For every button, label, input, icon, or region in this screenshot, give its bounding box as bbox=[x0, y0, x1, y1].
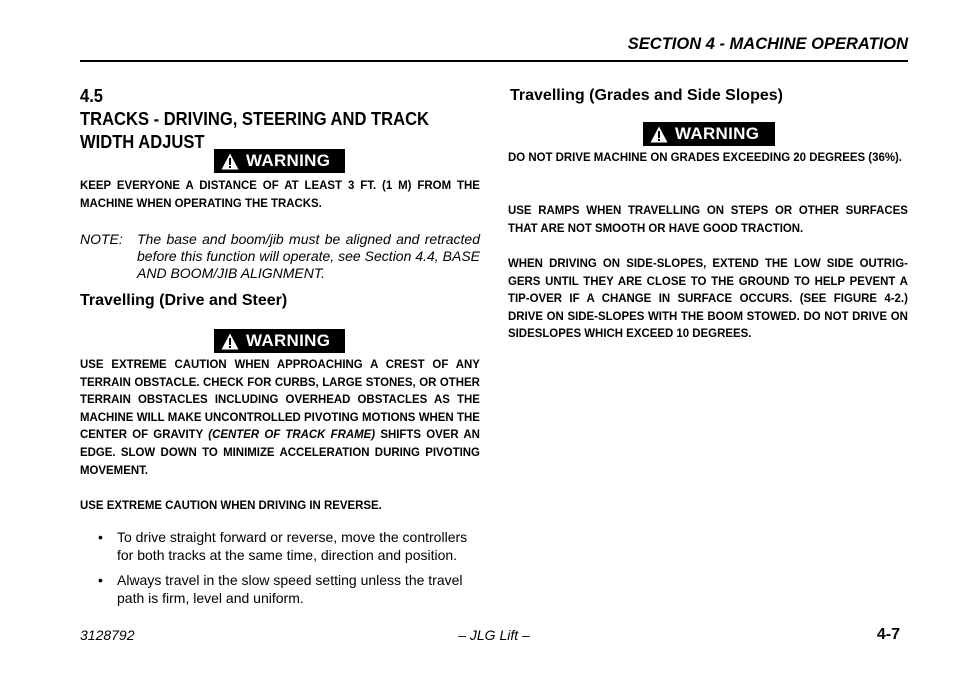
warning-label: WARNING bbox=[246, 151, 331, 170]
bullet-list bbox=[80, 528, 480, 614]
section-heading-number: 4.5 bbox=[80, 86, 104, 106]
ramps-warning-text: USE RAMPS WHEN TRAVELLING ON STEPS OR OTHER SURFACES THAT ARE NOT SMOOTH OR HAVE GOOD TRACTION. bbox=[508, 203, 908, 235]
warning-banner-2 bbox=[214, 329, 345, 353]
page-number: 4-7 bbox=[876, 626, 900, 643]
list-item bbox=[80, 571, 480, 607]
warning-text-1: KEEP EVERYONE A DISTANCE OF AT LEAST 3 FT. (1 M) FROM THE MACHINE WHEN OPERATING THE TRACKS. bbox=[80, 178, 480, 210]
doc-number: 3128792 bbox=[80, 627, 135, 643]
warning-label: WARNING bbox=[675, 124, 760, 143]
note-block bbox=[80, 231, 480, 283]
warning-icon bbox=[650, 126, 668, 143]
section-header: SECTION 4 - MACHINE OPERATION bbox=[627, 35, 908, 53]
list-item-text: Always travel in the slow speed setting unless the travel path is firm, level and uniform. bbox=[117, 572, 463, 606]
warning-text-2a: USE EXTREME CAUTION WHEN APPROACHING A CREST OF ANY TERRAIN OBSTACLE. CHECK FOR CURBS, LARGE STONES, OR OTHER TERRAIN OBSTACLES INCLUDING OVERHEAD OBSTACLES AS THE MACHINE WILL MAKE UNCONTROLLED PIVOTING MOTIONS WHEN THE CENTER OF GRAVITY bbox=[80, 357, 480, 442]
warning-icon bbox=[221, 333, 239, 350]
section-heading bbox=[80, 85, 457, 154]
footer-center: – JLG Lift – bbox=[458, 627, 530, 643]
warning-banner-3 bbox=[643, 122, 775, 146]
warning-label: WARNING bbox=[246, 331, 331, 350]
section-heading-text: TRACKS - DRIVING, STEERING AND TRACK WIDTH ADJUST bbox=[80, 109, 429, 152]
bullet-dot: • bbox=[98, 529, 103, 545]
header-rule bbox=[80, 60, 908, 62]
subheading-drive-steer: Travelling (Drive and Steer) bbox=[80, 292, 288, 309]
list-item-text: To drive straight forward or reverse, move the controllers for both tracks at the same time, direction and position. bbox=[117, 529, 468, 563]
side-slopes-warning-text: WHEN DRIVING ON SIDE-SLOPES, EXTEND THE LOW SIDE OUTRIG- GERS UNTIL THEY ARE CLOSE TO THE GROUND TO HELP PEVENT A TIP-OVER IF A CHANGE IN SURFACE OCCURS. (SEE FIGURE 4-2.) DRIVE ON SIDE-SLOPES WITH THE BOOM STOWED. DO NOT DRIVE ON SIDESLOPES WHICH EXCEED 10 DEGREES. bbox=[508, 256, 908, 341]
subheading-grades-slopes: Travelling (Grades and Side Slopes) bbox=[510, 87, 783, 104]
warning-text-reverse: USE EXTREME CAUTION WHEN DRIVING IN REVERSE. bbox=[80, 498, 382, 512]
bullet-dot: • bbox=[98, 572, 103, 588]
warning-text-2b: SHIFTS OVER AN EDGE. SLOW DOWN TO MINIMIZE ACCELERATION DURING PIVOTING MOVEMENT. bbox=[80, 427, 480, 477]
warning-text-2-italic: (CENTER OF TRACK FRAME) bbox=[208, 427, 376, 442]
warning-text-2 bbox=[80, 356, 480, 479]
grades-warning-text: DO NOT DRIVE MACHINE ON GRADES EXCEEDING 20 DEGREES (36%). bbox=[508, 150, 902, 164]
list-item bbox=[80, 528, 480, 564]
warning-icon bbox=[221, 153, 239, 170]
warning-banner-1 bbox=[214, 149, 345, 173]
note-text: The base and boom/jib must be aligned and retracted before this function will operate, see Section 4.4, BASE AND BOOM/JIB ALIGNMENT. bbox=[137, 231, 480, 281]
note-label: NOTE: bbox=[80, 231, 123, 247]
